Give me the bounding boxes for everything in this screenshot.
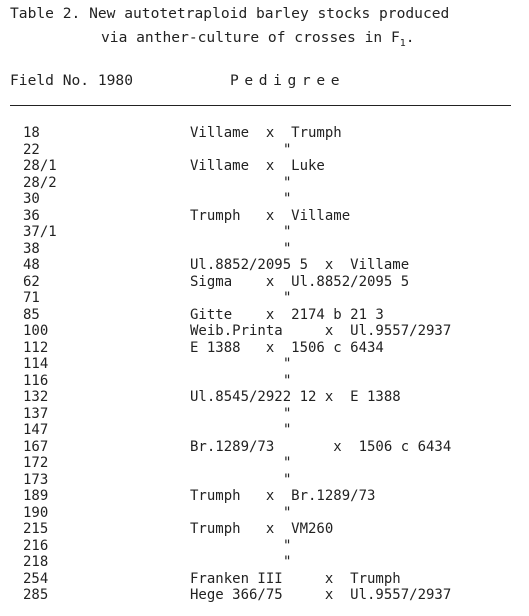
field-number: 36 bbox=[23, 207, 40, 224]
field-number: 285 bbox=[23, 587, 49, 603]
pedigree-cross: Trumph x VM260 bbox=[190, 521, 334, 537]
field-number: 189 bbox=[23, 488, 49, 504]
table-row bbox=[0, 390, 529, 404]
pedigree-cross: Villame x Luke bbox=[190, 158, 325, 174]
field-number: 48 bbox=[23, 257, 40, 273]
field-number: 137 bbox=[23, 405, 49, 422]
field-number: 116 bbox=[23, 372, 49, 389]
table-row bbox=[0, 275, 529, 289]
table-row bbox=[0, 407, 529, 421]
field-number: 112 bbox=[23, 339, 49, 356]
field-number: 254 bbox=[23, 570, 49, 587]
table-row bbox=[0, 374, 529, 388]
pedigree-cross: E 1388 x 1506 c 6434 bbox=[190, 339, 384, 356]
ditto-mark: " bbox=[283, 471, 292, 488]
pedigree-cross: Ul.8852/2095 5 x Villame bbox=[190, 257, 410, 273]
table-row bbox=[0, 242, 529, 256]
ditto-mark: " bbox=[283, 191, 292, 207]
table-row bbox=[0, 456, 529, 470]
table-row bbox=[0, 209, 529, 223]
field-number: 28/1 bbox=[23, 158, 57, 174]
field-number: 172 bbox=[23, 455, 49, 471]
pedigree-cross: Hege 366/75 x Ul.9557/2937 bbox=[190, 587, 452, 603]
ditto-mark: " bbox=[283, 455, 292, 471]
ditto-mark: " bbox=[283, 422, 292, 438]
ditto-mark: " bbox=[283, 554, 292, 570]
table-row bbox=[0, 572, 529, 586]
table-row bbox=[0, 473, 529, 487]
field-number: 37/1 bbox=[23, 224, 57, 240]
ditto-mark: " bbox=[283, 356, 292, 372]
table-title-line-2 bbox=[101, 31, 415, 47]
field-number: 167 bbox=[23, 438, 49, 455]
field-number: 62 bbox=[23, 273, 40, 290]
table-row bbox=[0, 225, 529, 239]
table-row bbox=[0, 588, 529, 602]
field-number: 85 bbox=[23, 306, 40, 323]
table-row bbox=[0, 440, 529, 454]
pedigree-cross: Villame x Trumph bbox=[190, 125, 342, 141]
pedigree-cross: Br.1289/73 x 1506 c 6434 bbox=[190, 438, 452, 455]
table-row bbox=[0, 489, 529, 503]
ditto-mark: " bbox=[283, 290, 292, 306]
table-row bbox=[0, 159, 529, 173]
pedigree-cross: Gitte x 2174 b 21 3 bbox=[190, 306, 384, 323]
field-number: 215 bbox=[23, 521, 49, 537]
table-row bbox=[0, 258, 529, 272]
pedigree-cross: Franken III x Trumph bbox=[190, 570, 401, 587]
table-row bbox=[0, 522, 529, 536]
field-number: 38 bbox=[23, 240, 40, 257]
field-number: 190 bbox=[23, 504, 49, 521]
table-row bbox=[0, 357, 529, 371]
field-number: 132 bbox=[23, 389, 49, 405]
table-row bbox=[0, 176, 529, 190]
column-header-field-no: Field No. 1980 bbox=[10, 72, 134, 89]
ditto-mark: " bbox=[283, 174, 292, 191]
field-number: 28/2 bbox=[23, 174, 57, 191]
field-number: 114 bbox=[23, 356, 49, 372]
ditto-mark: " bbox=[283, 141, 292, 158]
ditto-mark: " bbox=[283, 240, 292, 257]
header-divider bbox=[10, 105, 511, 106]
table-title-text: via anther-culture of crosses in F bbox=[101, 29, 400, 46]
ditto-mark: " bbox=[283, 405, 292, 422]
table-title-period: . bbox=[405, 29, 415, 46]
table-row bbox=[0, 539, 529, 553]
field-number: 71 bbox=[23, 290, 40, 306]
column-header-pedigree: Pedigree bbox=[230, 72, 346, 89]
pedigree-cross: Trumph x Villame bbox=[190, 207, 351, 224]
table-row bbox=[0, 423, 529, 437]
table-row bbox=[0, 291, 529, 305]
field-number: 173 bbox=[23, 471, 49, 488]
ditto-mark: " bbox=[283, 537, 292, 554]
field-number: 147 bbox=[23, 422, 49, 438]
field-number: 22 bbox=[23, 141, 40, 158]
ditto-mark: " bbox=[283, 504, 292, 521]
table-row bbox=[0, 192, 529, 206]
table-row bbox=[0, 324, 529, 338]
field-number: 18 bbox=[23, 125, 40, 141]
ditto-mark: " bbox=[283, 224, 292, 240]
field-number: 30 bbox=[23, 191, 40, 207]
field-number: 218 bbox=[23, 554, 49, 570]
table-row bbox=[0, 126, 529, 140]
table-row bbox=[0, 555, 529, 569]
table-row bbox=[0, 308, 529, 322]
pedigree-cross: Ul.8545/2922 12 x E 1388 bbox=[190, 389, 401, 405]
field-number: 216 bbox=[23, 537, 49, 554]
ditto-mark: " bbox=[283, 372, 292, 389]
table-row bbox=[0, 341, 529, 355]
table-title-subscript: 1 bbox=[399, 38, 406, 49]
table-row bbox=[0, 143, 529, 157]
field-number: 100 bbox=[23, 323, 49, 339]
pedigree-cross: Weib.Printa x Ul.9557/2937 bbox=[190, 323, 452, 339]
table-title-line-1: Table 2. New autotetraploid barley stocks produced bbox=[10, 5, 450, 22]
pedigree-cross: Sigma x Ul.8852/2095 5 bbox=[190, 273, 410, 290]
table-row bbox=[0, 506, 529, 520]
pedigree-cross: Trumph x Br.1289/73 bbox=[190, 488, 376, 504]
